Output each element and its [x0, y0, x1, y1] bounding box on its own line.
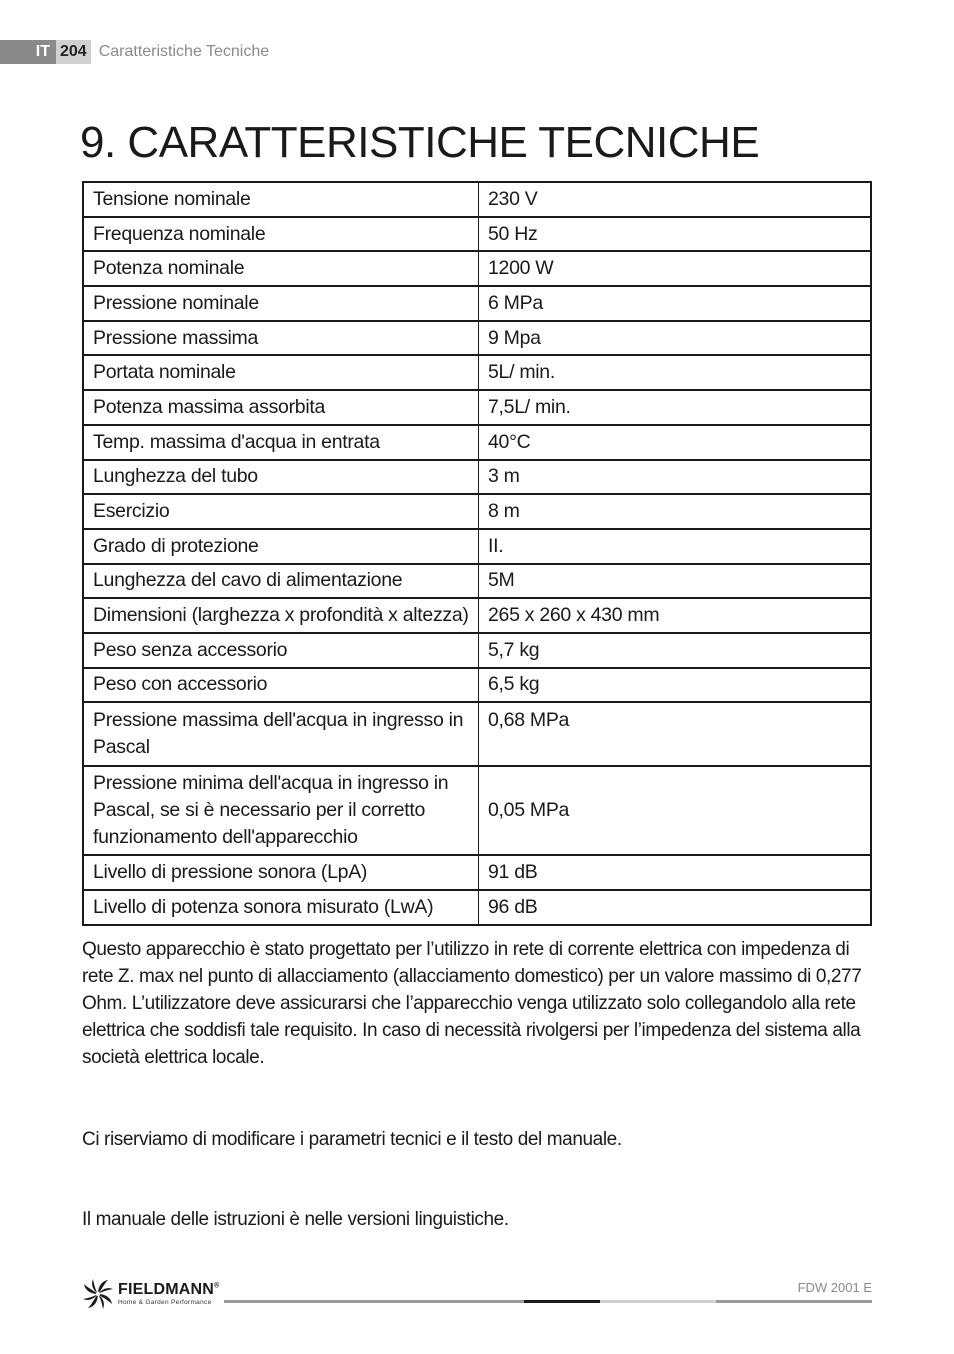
table-row	[83, 890, 871, 925]
spec-value: 5M	[479, 564, 872, 599]
spec-value: 0,68 MPa	[479, 702, 872, 766]
spec-label: Lunghezza del tubo	[83, 460, 479, 495]
table-row	[83, 855, 871, 890]
impedance-note: Questo apparecchio è stato progettato per l’utilizzo in rete di corrente elettrica con impedenza di rete Z. max nel punto di allacciamento (allacciamento domestico) per un valore massimo di 0,277 Ohm. L’utilizzatore deve assicurarsi che l’apparecchio venga utilizzato solo collegandolo alla rete elettrica che soddisfi tale requisito. In caso di necessità rivolgersi per l’impedenza del sistema alla società elettrica locale.	[82, 939, 862, 1068]
spec-label: Portata nominale	[83, 355, 479, 390]
spec-label: Lunghezza del cavo di alimentazione	[83, 564, 479, 599]
table-row	[83, 529, 871, 564]
fan-swirl-icon	[82, 1278, 114, 1310]
page-number: 204	[56, 40, 91, 64]
spec-label: Esercizio	[83, 494, 479, 529]
page-title: 9. CARATTERISTICHE TECNICHE	[80, 118, 760, 167]
page-footer	[82, 1278, 872, 1318]
spec-label: Dimensioni (larghezza x profondità x altezza)	[83, 598, 479, 633]
spec-value: 91 dB	[479, 855, 872, 890]
spec-label: Pressione massima dell'acqua in ingresso in Pascal	[83, 702, 479, 766]
brand-tagline: Home & Garden Performance	[118, 1299, 212, 1306]
spec-value: 265 x 260 x 430 mm	[479, 598, 872, 633]
spec-value: 6,5 kg	[479, 668, 872, 703]
brand-name: FIELDMANN	[118, 1281, 215, 1298]
spec-value: II.	[479, 529, 872, 564]
spec-label: Livello di potenza sonora misurato (LwA)	[83, 890, 479, 925]
spec-value: 40°C	[479, 425, 872, 460]
spec-label: Peso senza accessorio	[83, 633, 479, 668]
spec-value: 3 m	[479, 460, 872, 495]
specifications-table	[82, 181, 872, 926]
spec-label: Potenza massima assorbita	[83, 390, 479, 425]
spec-label: Livello di pressione sonora (LpA)	[83, 855, 479, 890]
table-row	[83, 286, 871, 321]
spec-label: Pressione minima dell'acqua in ingresso in Pascal, se si è necessario per il corretto funzionamento dell'apparecchio	[83, 766, 479, 855]
spec-value: 6 MPa	[479, 286, 872, 321]
table-row	[83, 355, 871, 390]
table-row	[83, 390, 871, 425]
table-row	[83, 460, 871, 495]
table-row	[83, 702, 871, 766]
spec-label: Grado di protezione	[83, 529, 479, 564]
table-row	[83, 251, 871, 286]
spec-label: Temp. massima d'acqua in entrata	[83, 425, 479, 460]
table-row	[83, 494, 871, 529]
spec-value: 230 V	[479, 182, 872, 217]
fieldmann-logo	[82, 1278, 219, 1310]
table-row	[83, 668, 871, 703]
table-row	[83, 182, 871, 217]
table-row	[83, 321, 871, 356]
reservation-note: Ci riserviamo di modificare i parametri tecnici e il testo del manuale.	[82, 1129, 622, 1150]
spec-label: Tensione nominale	[83, 182, 479, 217]
language-tab: IT	[0, 40, 56, 64]
spec-label: Peso con accessorio	[83, 668, 479, 703]
footer-bar-segment	[524, 1300, 600, 1303]
table-row	[83, 633, 871, 668]
spec-value: 96 dB	[479, 890, 872, 925]
spec-value: 1200 W	[479, 251, 872, 286]
table-row	[83, 766, 871, 855]
footer-bar-segment	[224, 1300, 524, 1303]
spec-value: 8 m	[479, 494, 872, 529]
table-row	[83, 598, 871, 633]
header-section-title: Caratteristiche Tecniche	[98, 43, 270, 60]
registered-mark: ®	[214, 1282, 220, 1290]
spec-value: 50 Hz	[479, 217, 872, 252]
spec-value: 5,7 kg	[479, 633, 872, 668]
model-number: FDW 2001 E	[797, 1280, 872, 1295]
spec-label: Pressione nominale	[83, 286, 479, 321]
spec-label: Potenza nominale	[83, 251, 479, 286]
spec-value: 9 Mpa	[479, 321, 872, 356]
spec-value: 0,05 MPa	[479, 766, 872, 855]
spec-value: 5L/ min.	[479, 355, 872, 390]
table-row	[83, 425, 871, 460]
table-row	[83, 564, 871, 599]
spec-value: 7,5L/ min.	[479, 390, 872, 425]
table-row	[83, 217, 871, 252]
footer-bar-segment	[600, 1300, 716, 1303]
page-header	[0, 40, 269, 64]
footer-bar-segment	[716, 1300, 872, 1303]
language-note: Il manuale delle istruzioni è nelle versioni linguistiche.	[82, 1209, 509, 1230]
spec-label: Frequenza nominale	[83, 217, 479, 252]
spec-label: Pressione massima	[83, 321, 479, 356]
